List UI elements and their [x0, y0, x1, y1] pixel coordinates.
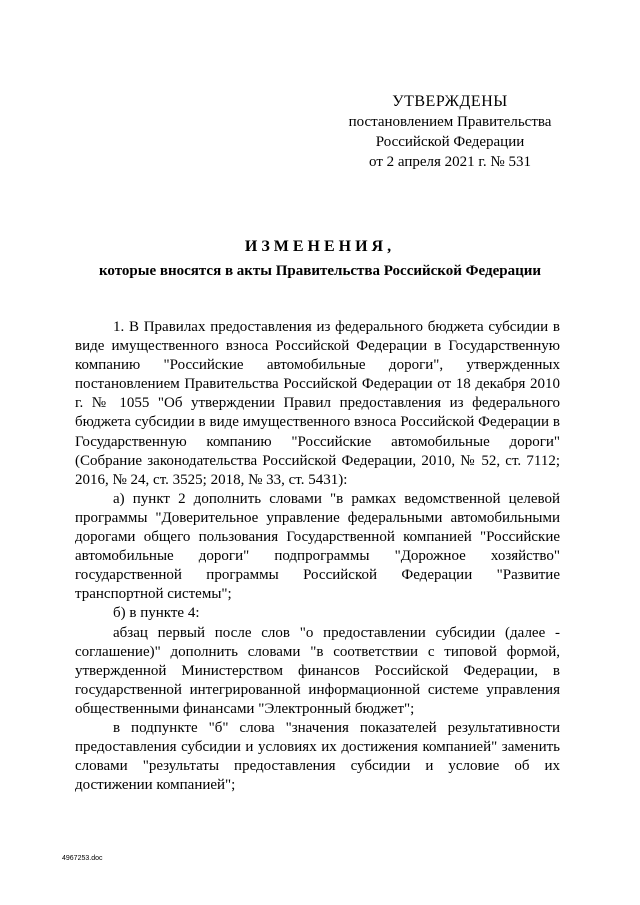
approval-stamp [330, 92, 570, 172]
approval-line-3: от 2 апреля 2021 г. № 531 [369, 154, 531, 170]
paragraph-3: б) в пункте 4: [113, 605, 200, 622]
document-title: ИЗМЕНЕНИЯ, [244, 238, 396, 255]
approval-line-2: Российской Федерации [375, 134, 525, 150]
approval-title: УТВЕРЖДЕНЫ [392, 93, 508, 110]
approval-line-1: постановлением Правительства [348, 114, 552, 130]
document-subtitle: которые вносятся в акты Правительства Российской Федерации [98, 263, 542, 279]
paragraph-5: в подпункте "б" слова "значения показателей результативности предоставления субсидии и условиях их достижения компанией" заменить словами "результаты предоставления субсидии и условие об их достижении компанией"; [75, 719, 560, 794]
paragraph-1: 1. В Правилах предоставления из федерального бюджета субсидии в виде имущественного взноса Российской Федерации в Государственную компанию "Российские автомобильные дороги", утвержденных постановлением Правительства Российской Федерации от 18 декабря 2010 г. № 1055 "Об утверждении Правил предоставления из федерального бюджета субсидии в виде имущественного взноса Российской Федерации в Государственную компанию "Российские автомобильные дороги" (Собрание законодательства Российской Федерации, 2010, № 52, ст. 7112; 2016, № 24, ст. 3525; 2018, № 33, ст. 5431): [75, 319, 560, 488]
paragraph-2: а) пункт 2 дополнить словами "в рамках ведомственной целевой программы "Доверительное управление федеральными автомобильными дорогами общего пользования Государственной компанией "Российские автомобильные дороги" подпрограммы "Дорожное хозяйство" государственной программы Российской Федерации "Развитие транспортной системы"; [75, 490, 560, 603]
paragraph-4: абзац первый после слов "о предоставлении субсидии (далее - соглашение)" дополнить словами "в соответствии с типовой формой, утвержденной Министерством финансов Российской Федерации, в государственной интегрированной информационной системе управления общественными финансами "Электронный бюджет"; [75, 624, 560, 717]
document-body [75, 318, 560, 795]
file-code: 4967253.doc [62, 855, 103, 862]
